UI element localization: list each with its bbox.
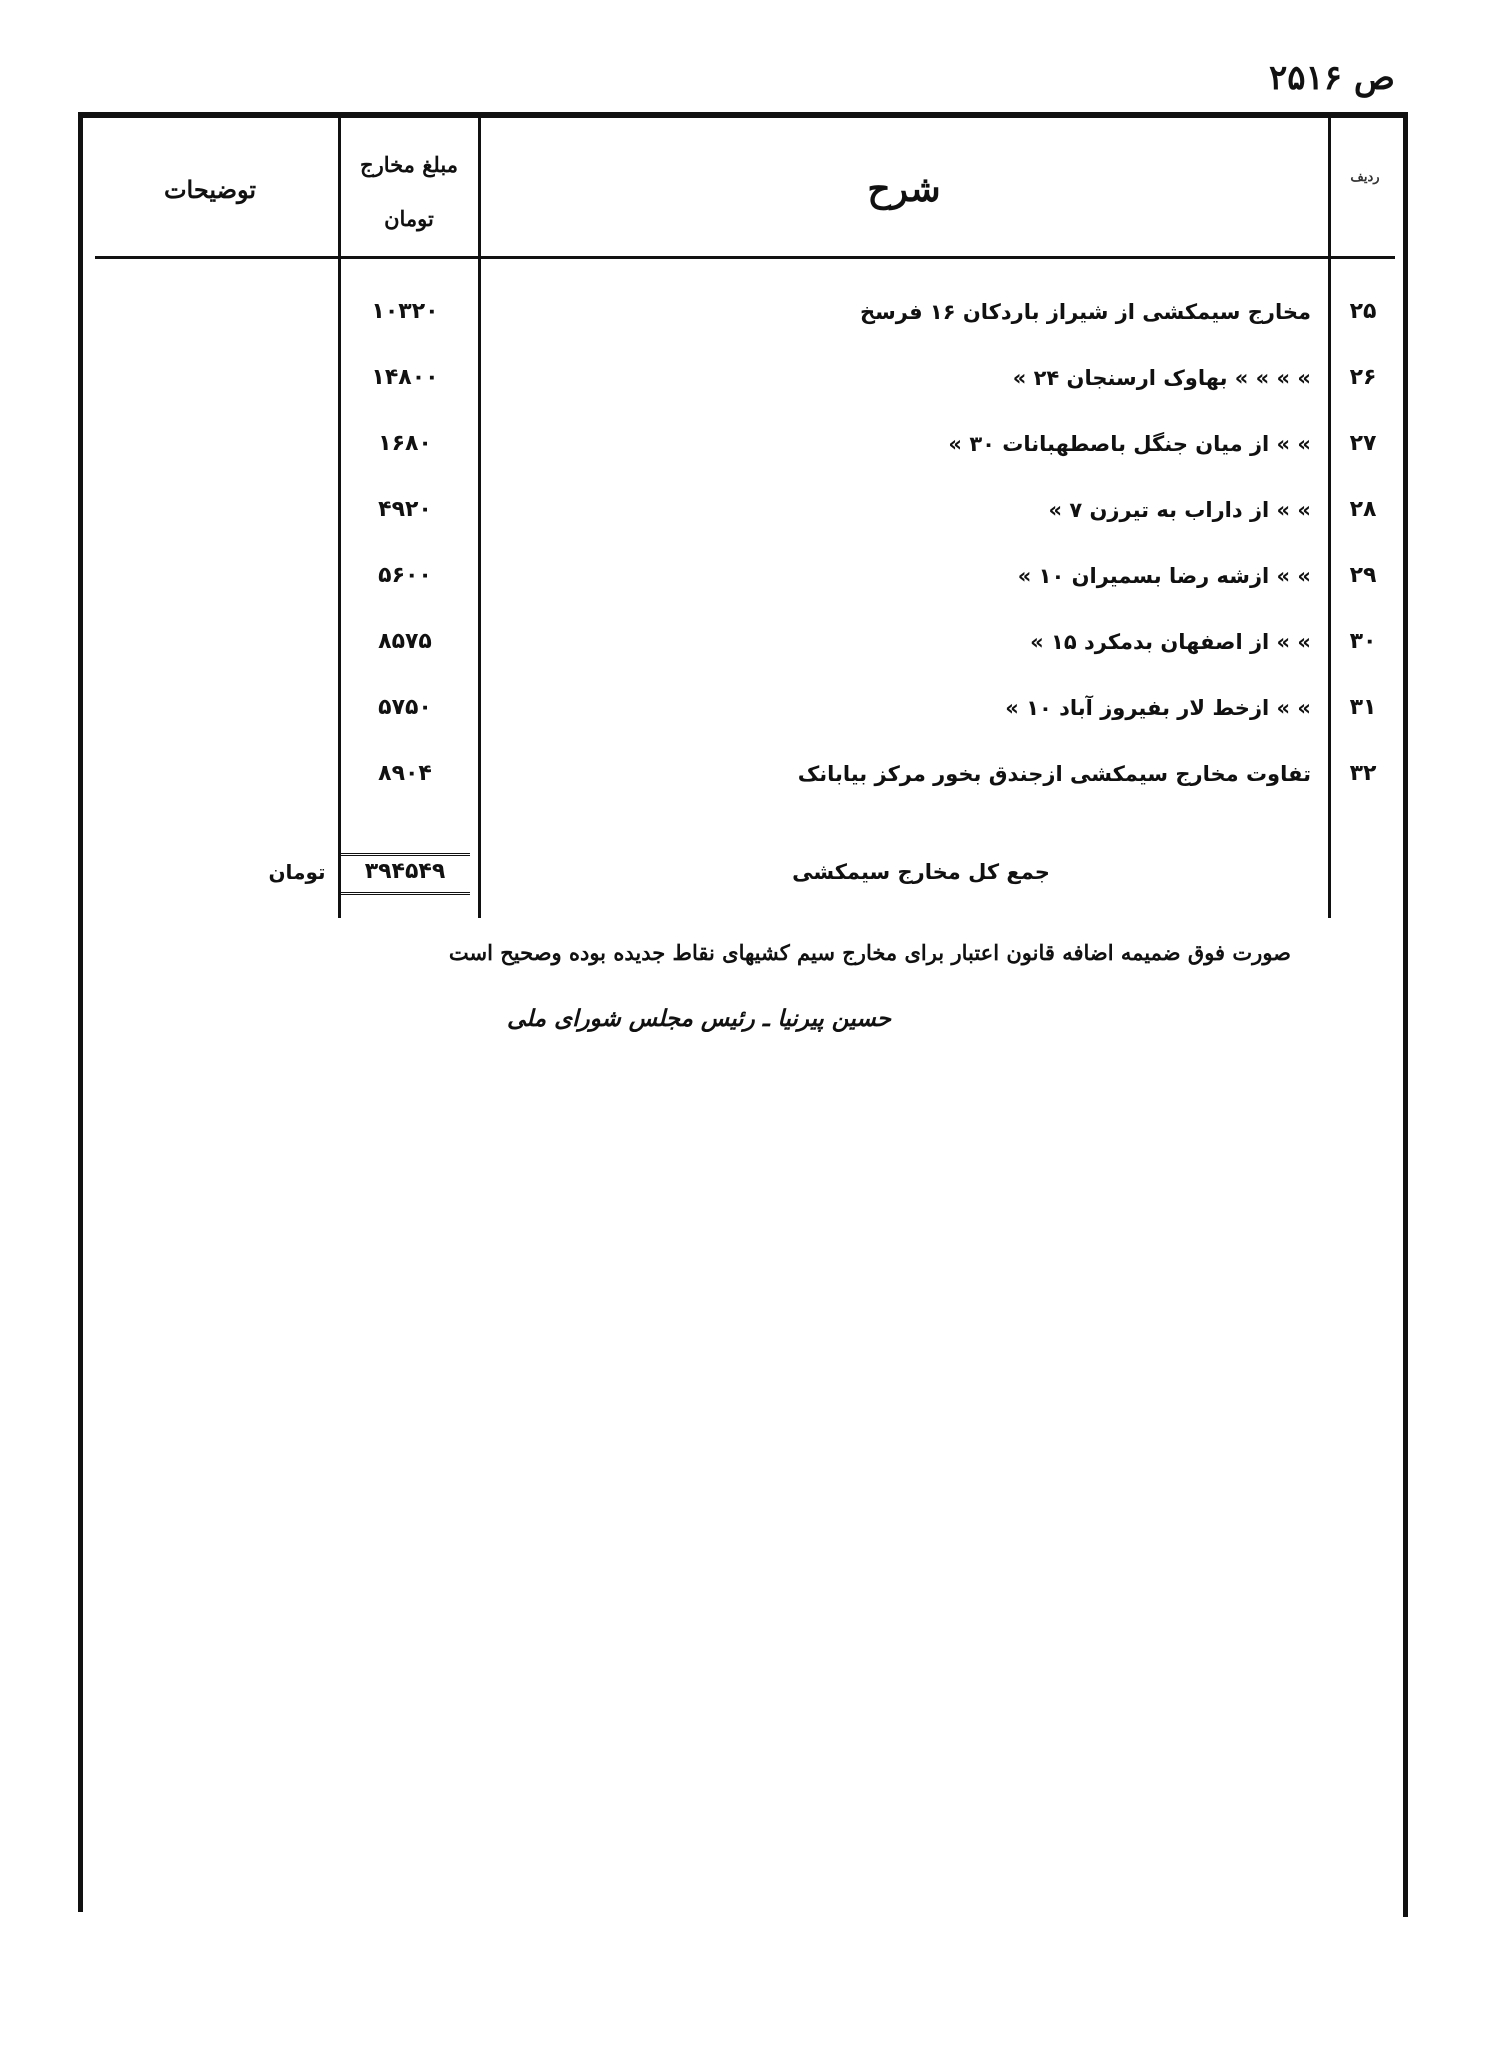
- table-row: [0, 688, 1491, 728]
- row-amount: ۴۹۲۰: [378, 497, 432, 522]
- header-rule: [95, 256, 1395, 259]
- header-amount-line1: مبلغ مخارج: [360, 152, 458, 177]
- header-amount-line2: تومان: [384, 206, 434, 231]
- row-number: ۳۱: [1349, 695, 1377, 720]
- table-row: [0, 754, 1491, 794]
- row-number: ۲۷: [1349, 431, 1377, 456]
- row-number: ۲۶: [1349, 365, 1377, 390]
- row-description: » » از داراب به تیرزن ۷ »: [1048, 498, 1311, 522]
- certification-text: صورت فوق ضمیمه اضافه قانون اعتبار برای مخارج سیم کشیهای نقاط جدیده بوده وصحیح است: [448, 940, 1291, 965]
- row-description: » » از میان جنگل باصطهبانات ۳۰ »: [948, 432, 1311, 456]
- row-amount: ۱۰۳۲۰: [371, 299, 439, 324]
- row-number: ۲۵: [1349, 299, 1377, 324]
- row-description: » » ازخط لار بفیروز آباد ۱۰ »: [1005, 696, 1311, 720]
- table-row: [0, 490, 1491, 530]
- row-amount: ۵۷۵۰: [378, 695, 432, 720]
- row-number: ۲۸: [1349, 497, 1377, 522]
- row-description: مخارج سیمکشی از شیراز باردکان ۱۶ فرسخ: [859, 300, 1311, 324]
- header-row-number: ردیف: [1350, 170, 1380, 185]
- table-row: [0, 292, 1491, 332]
- row-number: ۲۹: [1349, 563, 1377, 588]
- row-amount: ۱۶۸۰: [378, 431, 432, 456]
- row-description: » » ازشه رضا بسمیران ۱۰ »: [1017, 564, 1311, 588]
- table-row: [0, 622, 1491, 662]
- row-amount: ۸۵۷۵: [378, 629, 432, 654]
- row-number: ۳۰: [1349, 629, 1377, 654]
- row-description: » » از اصفهان بدمکرد ۱۵ »: [1030, 630, 1311, 654]
- total-label: جمع کل مخارج سیمکشی: [792, 860, 1050, 884]
- signature-text: حسین پیرنیا ـ رئیس مجلس شورای ملی: [507, 1005, 891, 1032]
- row-amount: ۸۹۰۴: [378, 761, 432, 786]
- row-amount: ۱۴۸۰۰: [371, 365, 439, 390]
- table-row: [0, 424, 1491, 464]
- page-number: ص ۲۵۱۶: [1269, 58, 1395, 98]
- row-description: تفاوت مخارج سیمکشی ازجندق بخور مرکز بیابانک: [797, 762, 1311, 786]
- total-unit: تومان: [268, 860, 326, 884]
- row-number: ۳۲: [1349, 761, 1377, 786]
- header-notes: توضیحات: [163, 175, 257, 204]
- table-frame-top: [78, 112, 1408, 118]
- row-description: » » » » بهاوک ارسنجان ۲۴ »: [1012, 366, 1311, 390]
- total-amount: ۳۹۴۵۴۹: [364, 859, 446, 884]
- row-amount: ۵۶۰۰: [378, 563, 432, 588]
- header-description: شرح: [867, 168, 941, 210]
- total-row: [0, 852, 1491, 892]
- table-row: [0, 556, 1491, 596]
- table-row: [0, 358, 1491, 398]
